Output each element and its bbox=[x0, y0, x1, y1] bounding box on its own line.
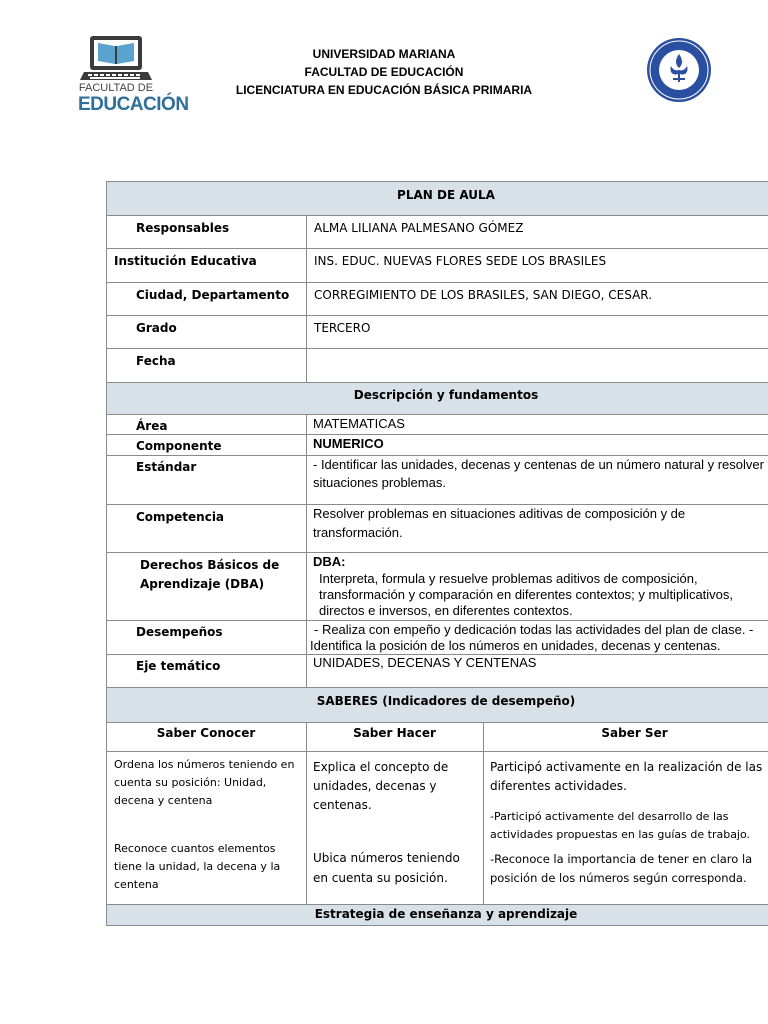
row-divider bbox=[106, 348, 768, 349]
ser-2-line2: actividades propuestas en las guías de trabajo. bbox=[490, 828, 751, 841]
faculty-name: FACULTAD DE EDUCACIÓN bbox=[304, 65, 464, 79]
row-divider bbox=[106, 722, 768, 723]
table-border-top bbox=[106, 181, 768, 182]
label-dba-line2: Aprendizaje (DBA) bbox=[140, 577, 265, 591]
hacer-1-line2: unidades, decenas y bbox=[313, 779, 437, 793]
value-dba-line1: Interpreta, formula y resuelve problemas aditivos de composición, bbox=[319, 571, 698, 586]
plan-de-aula-table bbox=[106, 181, 768, 925]
value-eje-tematico: UNIDADES, DECENAS Y CENTENAS bbox=[313, 655, 537, 670]
seal-icon bbox=[645, 36, 713, 104]
ser-2-line1: -Participó activamente del desarrollo de las bbox=[490, 810, 729, 823]
row-divider bbox=[106, 248, 768, 249]
conocer-1-line3: decena y centena bbox=[114, 794, 213, 807]
label-institucion: Institución Educativa bbox=[114, 254, 257, 268]
row-divider bbox=[106, 904, 768, 905]
conocer-2-line1: Reconoce cuantos elementos bbox=[114, 842, 276, 855]
header-saber-conocer: Saber Conocer bbox=[156, 726, 256, 740]
value-estandar-line1: - Identificar las unidades, decenas y centenas de un número natural y resolver bbox=[313, 457, 764, 472]
row-divider bbox=[106, 315, 768, 316]
label-estandar: Estándar bbox=[136, 460, 197, 474]
value-dba-title: DBA: bbox=[313, 554, 346, 569]
row-divider bbox=[106, 382, 768, 383]
table-border-bottom bbox=[106, 925, 768, 926]
row-divider bbox=[106, 687, 768, 688]
hacer-2-line1: Ubica números teniendo bbox=[313, 851, 460, 865]
row-divider bbox=[106, 282, 768, 283]
plan-title: PLAN DE AULA bbox=[106, 181, 768, 215]
row-divider bbox=[106, 620, 768, 621]
conocer-2-line2: tiene la unidad, la decena y la bbox=[114, 860, 281, 873]
row-divider bbox=[106, 414, 768, 415]
label-fecha: Fecha bbox=[136, 354, 176, 368]
university-seal bbox=[645, 36, 713, 104]
header-saber-ser: Saber Ser bbox=[601, 726, 668, 740]
logo-text-line1: FACULTAD DE bbox=[78, 82, 154, 94]
label-competencia: Competencia bbox=[136, 510, 225, 524]
conocer-1-line2: cuenta su posición: Unidad, bbox=[114, 776, 267, 789]
column-divider bbox=[306, 414, 307, 687]
column-divider bbox=[306, 722, 307, 904]
label-grado: Grado bbox=[136, 321, 177, 335]
value-responsables: ALMA LILIANA PALMESANO GÓMEZ bbox=[314, 221, 524, 235]
value-grado: TERCERO bbox=[314, 321, 371, 335]
value-ciudad: CORREGIMIENTO DE LOS BRASILES, SAN DIEGO, CESAR. bbox=[314, 288, 653, 302]
column-divider bbox=[306, 215, 307, 382]
section-estrategia: Estrategia de enseñanza y aprendizaje bbox=[106, 904, 768, 925]
row-divider bbox=[106, 504, 768, 505]
university-name: UNIVERSIDAD MARIANA bbox=[312, 47, 456, 61]
conocer-1-line1: Ordena los números teniendo en bbox=[114, 758, 295, 771]
hacer-2-line2: en cuenta su posición. bbox=[313, 871, 448, 885]
value-desempenos-line2: Identifica la posición de los números en unidades, decenas y centenas. bbox=[310, 638, 721, 653]
ser-3-line2: posición de los números según corresponda. bbox=[490, 871, 747, 885]
label-ciudad: Ciudad, Departamento bbox=[136, 288, 290, 302]
value-competencia-line1: Resolver problemas en situaciones aditivas de composición y de bbox=[313, 506, 686, 521]
row-divider bbox=[106, 215, 768, 216]
ser-3-line1: -Reconoce la importancia de tener en claro la bbox=[490, 852, 753, 866]
header-saber-hacer: Saber Hacer bbox=[353, 726, 436, 740]
conocer-2-line3: centena bbox=[114, 878, 159, 891]
ser-1-line2: diferentes actividades. bbox=[490, 779, 627, 793]
value-componente: NUMERICO bbox=[313, 436, 384, 451]
value-area: MATEMATICAS bbox=[313, 416, 405, 431]
hacer-1-line3: centenas. bbox=[313, 798, 372, 812]
section-descripcion: Descripción y fundamentos bbox=[106, 382, 768, 414]
value-dba-line3: directos e inversos, en diferentes contextos. bbox=[319, 603, 573, 618]
label-eje-tematico: Eje temático bbox=[136, 659, 221, 673]
value-dba-line2: transformación y comparación en diferentes contextos; y multiplicativos, bbox=[319, 587, 734, 602]
row-divider bbox=[106, 552, 768, 553]
label-area: Área bbox=[136, 419, 168, 433]
value-competencia-line2: transformación. bbox=[313, 525, 403, 540]
row-divider bbox=[106, 455, 768, 456]
label-componente: Componente bbox=[136, 439, 222, 453]
row-divider bbox=[106, 434, 768, 435]
label-dba-line1: Derechos Básicos de bbox=[140, 558, 280, 572]
ser-1-line1: Participó activamente en la realización de las bbox=[490, 760, 763, 774]
row-divider bbox=[106, 751, 768, 752]
hacer-1-line1: Explica el concepto de bbox=[313, 760, 449, 774]
value-desempenos-line1: - Realiza con empeño y dedicación todas las actividades del plan de clase. - bbox=[314, 622, 754, 637]
section-saberes: SABERES (Indicadores de desempeño) bbox=[106, 687, 768, 722]
row-divider bbox=[106, 654, 768, 655]
value-institucion: INS. EDUC. NUEVAS FLORES SEDE LOS BRASILES bbox=[314, 254, 607, 268]
label-responsables: Responsables bbox=[136, 221, 230, 235]
table-border-left bbox=[106, 181, 107, 925]
value-estandar-line2: situaciones problemas. bbox=[313, 475, 446, 490]
program-name: LICENCIATURA EN EDUCACIÓN BÁSICA PRIMARIA bbox=[235, 83, 533, 97]
logo-text-line2: EDUCACIÓN bbox=[78, 94, 189, 115]
column-divider bbox=[483, 722, 484, 904]
label-desempenos: Desempeños bbox=[136, 625, 223, 639]
